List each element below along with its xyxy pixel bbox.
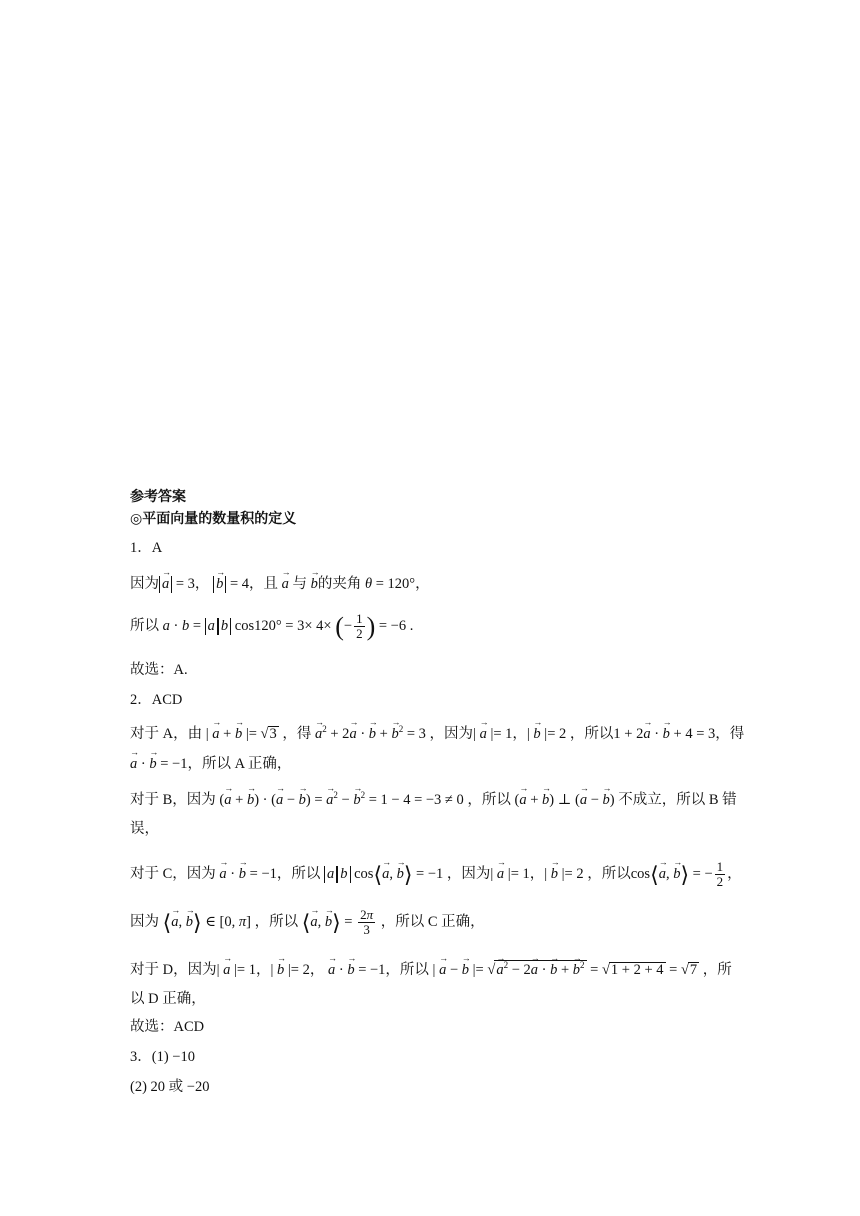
q1-line1: 因为→ a = 3， → b = 4，且 → a 与 → b的夹角 θ = 120°，: [130, 576, 430, 593]
heading: 参考答案: [130, 489, 186, 505]
q2-d-line1: 对于 D，因为| → a |= 1，| → b |= 2， → a · → b = −1，所以 | → a − → b |= √→ $a^2 - 2\to a$ · → b + → $b^2 = √1 + 2 + 4 = √7$ ，所: [130, 960, 732, 977]
q1-number: 1．A: [130, 540, 163, 556]
q3-part1: 3．(1) −10: [130, 1049, 195, 1065]
section-title: ◎平面向量的数量积的定义: [130, 511, 297, 527]
q2-b-line2: 误，: [130, 821, 159, 837]
q2-a-line2: → a · → b = −1，所以 A 正确，: [130, 757, 291, 772]
q1-conclusion: 故选：A.: [130, 662, 188, 678]
q2-c-line1: 对于 C，因为 → a · → b = −1，所以 a b cos⟨→ a, → b⟩ = −1 ，因为| → a |= 1，| → b |= 2 ，所以cos⟨→ a, → b⟩ = − $\frac{1}{2}$ ，: [130, 860, 742, 890]
q1-line2: 所以 a · b = a b cos120° = 3× 4× (− $\frac{1}{2}$ ) = −6 .: [130, 611, 414, 642]
q3-part2: (2) 20 或 −20: [130, 1079, 210, 1095]
q2-conclusion: 故选：ACD: [130, 1019, 205, 1035]
q2-d-line2: 以 D 正确，: [130, 991, 206, 1007]
q2-c-line2: 因为 ⟨→ a, → b⟩ ∈ [0, π] ，所以 ⟨→ a, → b⟩ = $\frac{2\pi}{3}$ ，所以 C 正确，: [130, 908, 485, 938]
q2-b-line1: 对于 B，因为 (→ a + → b) · (→ a − → b) = → $a^2$ − → $b^2 = 1 - 4 = -3 \ne 0$ ，所以 (→ a + → b) ⊥ (→ a − → b) 不成立，所以 B 错: [130, 791, 737, 807]
q2-number: 2．ACD: [130, 692, 183, 708]
q2-a-line1: 对于 A，由 | → a + → b |= √3 ，得 → $a^2 + 2\to a$ · → b + → $b^2 = 3$ ，因为| → a |= 1，| → b |= 2 ，所以1 + 2→ a · → b + 4 = 3，得: [130, 725, 744, 741]
